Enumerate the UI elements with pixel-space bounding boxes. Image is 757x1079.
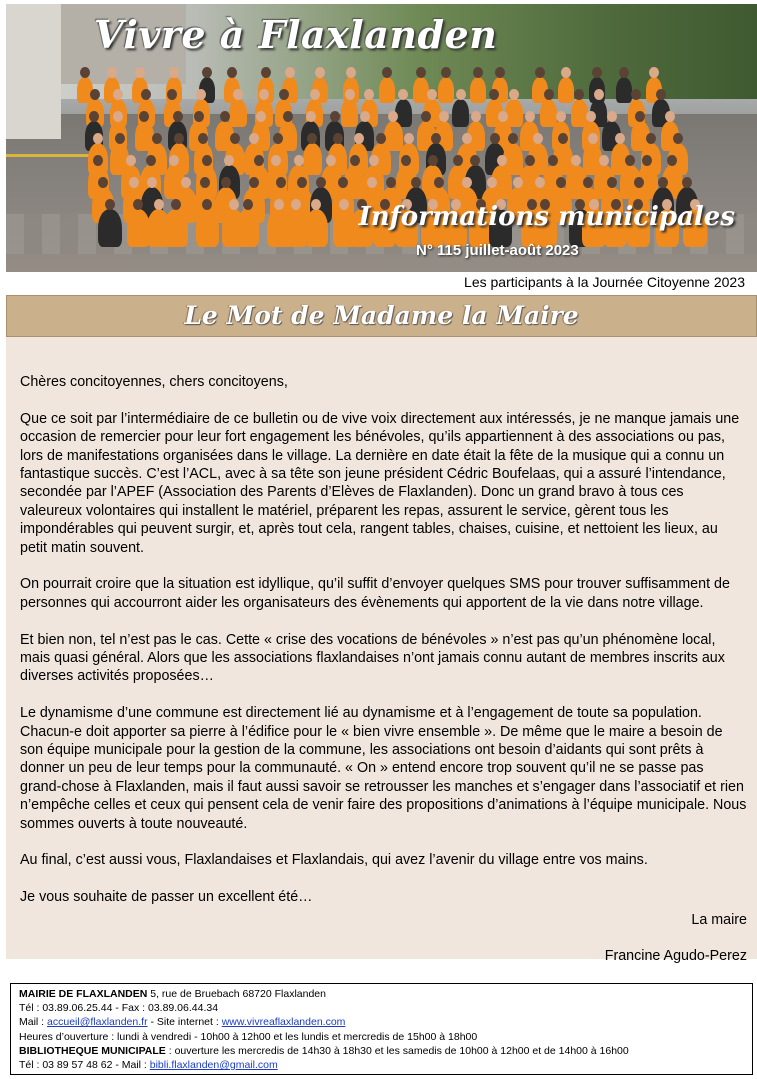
mairie-name: MAIRIE DE FLAXLANDEN [19,988,148,1000]
volunteer-head [146,155,156,166]
volunteer-head [221,177,231,188]
volunteer-head [350,155,360,166]
volunteer-head [254,155,264,166]
volunteer-head [354,133,364,144]
volunteer-head [490,133,500,144]
volunteer-figure [305,209,328,247]
volunteer-head [382,67,392,78]
volunteer-head [456,89,466,100]
volunteer-head [525,111,535,122]
mayor-letter [6,337,757,965]
letter-paragraph: On pourrait croire que la situation est idyllique, qu’il suffit d’envoyer quelques SMS pour trouver suffisamment de personnes qui accourront aider les organisateurs des évènements qui apportent de la vie dans notre village. [20,576,730,611]
volunteer-head [548,155,558,166]
volunteer-head [315,67,325,78]
volunteer-head [594,89,604,100]
volunteer-head [135,67,145,78]
volunteer-head [586,111,596,122]
newsletter-title: Vivre à Flaxlanden [94,12,498,57]
signature-name: Francine Agudo-Perez [604,948,747,965]
volunteer-head [316,177,326,188]
volunteer-head [673,133,683,144]
volunteer-head [416,67,426,78]
volunteer-head [513,177,523,188]
volunteer-head [249,133,259,144]
letter-paragraph: Le dynamisme d’une commune est directement lié au dynamisme et à l’engagement de toute sa population. Chacun-e doit apporter sa pierre à l’édifice pour le « bien vivre ensemble ». De même que le maire a besoin de son équipe municipale pour la gestion de la commune, les associations ont besoin d’aidants qui sont prêts à donner un peu de leur temps pour la communauté. « On » entend encore trop souvent qu’il ne se passe pas grand-chose à Flaxlanden, mais il faut aussi savoir se retrousser les manches et s’engager dans l’associatif et rien n’empêche celles et ceux qui pensent cela de venir faire des propositions d’animations à l’équipe municipale. Nous sommes ouverts à toute nouveauté. [20,705,747,832]
volunteer-head [386,177,396,188]
volunteer-head [333,133,343,144]
volunteer-head [249,177,259,188]
volunteer-head [173,111,183,122]
volunteer-figure [98,209,121,247]
section-banner [6,295,757,337]
volunteer-head [364,89,374,100]
volunteer-head [544,89,554,100]
volunteer-figure [341,99,358,127]
volunteer-head [607,177,617,188]
volunteer-head [126,155,136,166]
volunteer-head [294,155,304,166]
volunteer-head [404,133,414,144]
volunteer-head [439,111,449,122]
volunteer-head [154,199,164,210]
volunteer-head [571,155,581,166]
volunteer-head [285,67,295,78]
volunteer-figure [413,77,429,103]
opening-hours: Heures d’ouverture : lundi à vendredi - 10h00 à 12h00 et les lundis et mercredis de 15h00 à 18h00 [19,1030,478,1043]
volunteer-head [200,177,210,188]
volunteer-figure [164,209,187,247]
volunteer-head [649,67,659,78]
volunteer-head [535,67,545,78]
volunteer-head [470,155,480,166]
library-email-link[interactable]: bibli.flaxlanden@gmail.com [149,1059,278,1072]
volunteer-head [243,199,253,210]
volunteer-head [487,177,497,188]
volunteer-figure [196,209,219,247]
volunteer-head [345,89,355,100]
volunteer-head [441,67,451,78]
volunteer-head [376,133,386,144]
mairie-address: 5, rue de Bruebach 68720 Flaxlanden [147,988,326,1000]
library-contact-line [19,1058,744,1072]
volunteer-head [558,133,568,144]
library-contact-label: Tél : 03 89 57 48 62 - Mail : [19,1059,150,1072]
volunteer-head [90,89,100,100]
volunteer-head [533,133,543,144]
volunteer-head [227,67,237,78]
volunteer-head [535,177,545,188]
volunteer-head [330,111,340,122]
volunteer-head [607,111,617,122]
volunteer-head [508,133,518,144]
volunteer-head [588,133,598,144]
volunteer-head [113,89,123,100]
volunteer-figure [438,77,454,103]
volunteer-head [453,155,463,166]
volunteer-head [171,199,181,210]
letter-closing: Je vous souhaite de passer un excellent été… [20,889,313,906]
volunteer-head [525,155,535,166]
volunteer-head [169,67,179,78]
volunteer-head [625,155,635,166]
letter-greeting: Chères concitoyennes, chers concitoyens, [20,374,288,390]
volunteer-head [279,89,289,100]
letter-paragraph: Et bien non, tel n’est pas le cas. Cette « crise des vocations de bénévoles » n’est pas qu’un phénomène local, mais quasi général. Alors que les associations flaxlandaises n’ont jamais connu autant de membres inscrits aux diverses activités proposées… [20,631,725,685]
volunteer-head [181,177,191,188]
volunteer-head [147,177,157,188]
mail-label: Mail : [19,1016,48,1029]
library-hours: : ouverture les mercredis de 14h30 à 18h30 et les samedis de 10h00 à 12h00 et de 14h00 à 16h00 [165,1044,629,1057]
volunteer-head [220,111,230,122]
volunteer-head [498,111,508,122]
website-link[interactable]: www.vivreaflaxlanden.com [221,1016,346,1029]
volunteer-head [462,177,472,188]
volunteer-head [427,89,437,100]
volunteer-figure [540,99,557,127]
mairie-phone-fax: Tél : 03.89.06.25.44 - Fax : 03.89.06.44.34 [19,1002,219,1015]
volunteer-head [665,111,675,122]
volunteer-figure [616,77,632,103]
letter-paragraph: Que ce soit par l’intermédiaire de ce bulletin ou de vive voix directement aux intéressés, je ne manque jamais une occasion de remercier pour leur fort engagement les bénévoles, qu’ils appartiennent à des associations ou pas, lors de manifestations organisées dans le village. La dernière en date était la fête de la musique qui a connu un fantastique succès. C’est l’ACL, avec à sa tête son jeune président Cédric Boufelaas, qui a assuré l’intendance, secondée par l’APEF (Association des Parents d’Elèves de Flaxlanden). Donc un grand bravo à tous ces valeureux volontaires qui installent le matériel, préparent les repas, assurent le service, gèrent tous les impondérables qui peuvent surgir, et, après tout cela, rangent tables, chaises, cuisine, et nettoient les lieux, au petit matin souvent. [20,410,740,556]
section-title: Le Mot de Madame la Maire [184,301,579,330]
site-label: - Site internet : [147,1016,222,1029]
volunteer-head [682,177,692,188]
contact-box [10,983,753,1075]
volunteer-head [360,111,370,122]
mairie-contact-line [19,1015,744,1029]
volunteer-head [411,177,421,188]
volunteer-head [256,111,266,122]
volunteer-head [556,111,566,122]
volunteer-head [656,89,666,100]
volunteer-head [80,67,90,78]
volunteer-head [115,133,125,144]
volunteer-figure [236,209,259,247]
volunteer-head [509,89,519,100]
volunteer-head [261,67,271,78]
volunteer-head [631,89,641,100]
volunteer-head [233,89,243,100]
volunteer-figure [558,77,574,103]
library-name: BIBLIOTHEQUE MUNICIPALE [19,1044,166,1057]
volunteer-head [274,199,284,210]
volunteer-head [229,199,239,210]
photo-house-wall [6,4,61,139]
volunteer-head [658,177,668,188]
volunteer-head [107,67,117,78]
volunteer-head [338,177,348,188]
photo-caption: Les participants à la Journée Citoyenne 2023 [464,274,745,290]
volunteer-figure [452,99,469,127]
volunteer-head [619,67,629,78]
volunteer-head [599,155,609,166]
volunteer-head [306,111,316,122]
volunteer-head [202,67,212,78]
issue-number: N° 115 juillet-août 2023 [416,242,579,259]
volunteer-head [230,133,240,144]
volunteer-head [473,67,483,78]
volunteer-figure [470,77,486,103]
mairie-email-link[interactable]: accueil@flaxlanden.fr [47,1016,148,1029]
volunteer-head [462,133,472,144]
volunteer-head [428,155,438,166]
volunteer-head [398,89,408,100]
mairie-line [19,987,744,1001]
volunteer-head [283,111,293,122]
newsletter-subtitle: Informations municipales [358,202,735,232]
volunteer-head [89,111,99,122]
volunteer-head [152,133,162,144]
volunteer-head [98,177,108,188]
volunteer-head [194,111,204,122]
volunteer-head [583,177,593,188]
cover-photo [6,4,757,272]
volunteer-figure [229,99,246,127]
volunteer-head [310,89,320,100]
volunteer-figure [379,77,395,103]
volunteer-head [471,111,481,122]
volunteer-head [561,67,571,78]
volunteer-head [495,67,505,78]
volunteer-head [615,133,625,144]
volunteer-head [556,177,566,188]
volunteer-head [202,155,212,166]
volunteer-head [259,89,269,100]
volunteer-head [346,67,356,78]
volunteer-head [141,89,151,100]
volunteer-head [646,133,656,144]
volunteer-head [592,67,602,78]
library-line [19,1044,744,1058]
volunteer-head [574,89,584,100]
signature-role: La maire [691,911,747,928]
volunteer-head [129,177,139,188]
volunteer-head [497,155,507,166]
volunteer-head [105,199,115,210]
volunteer-head [431,133,441,144]
letter-paragraph: Au final, c’est aussi vous, Flaxlandaises et Flaxlandais, qui avez l’avenir du village entre vos mains. [20,852,648,869]
